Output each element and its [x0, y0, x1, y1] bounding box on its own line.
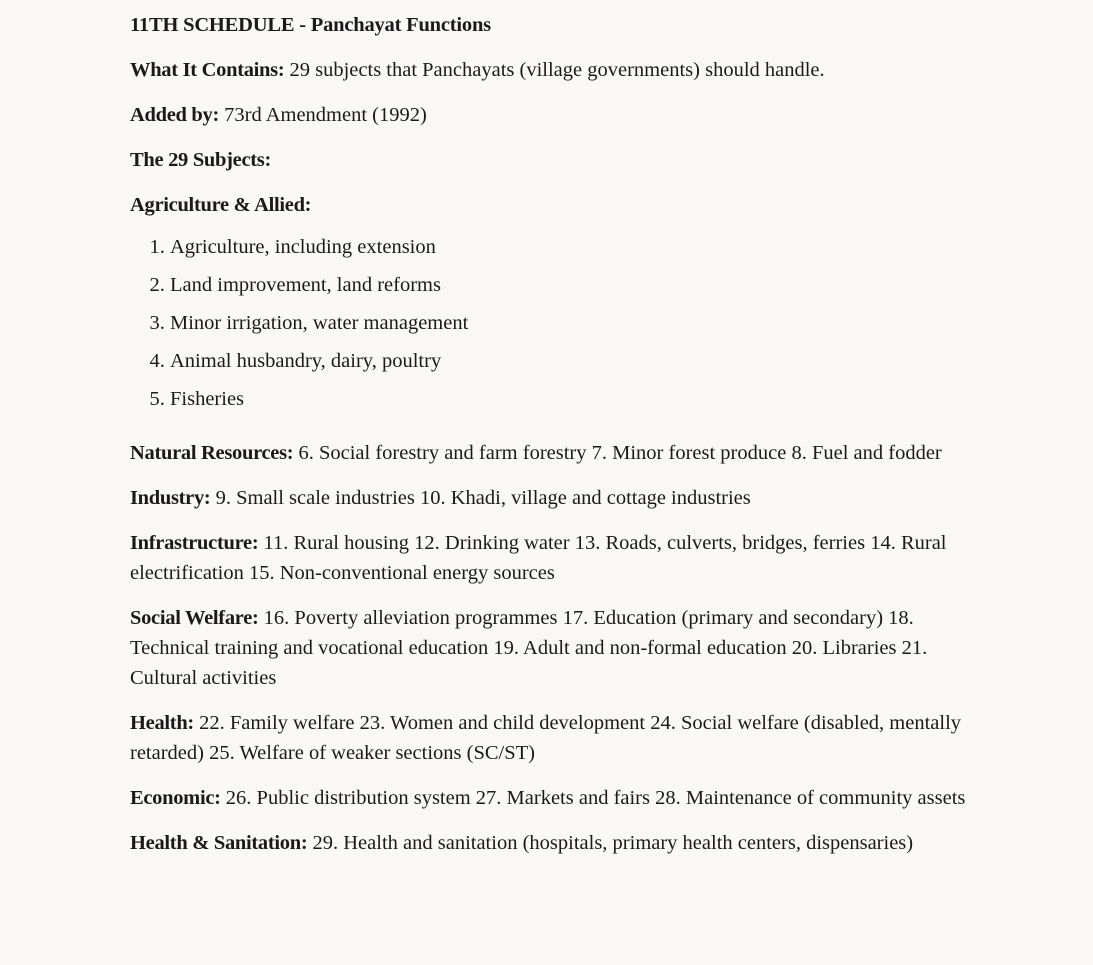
category-label: Social Welfare: — [130, 607, 259, 629]
added-by-paragraph — [130, 100, 980, 130]
category-label: Economic: — [130, 787, 221, 809]
category-text: 11. Rural housing 12. Drinking water 13. Roads, culverts, bridges, ferries 14. Rural electrification 15. Non-conventional energy sources — [130, 532, 947, 584]
list-item: 5. Fisheries — [170, 384, 980, 414]
category-list — [130, 438, 980, 858]
category-text: 29. Health and sanitation (hospitals, primary health centers, dispensaries) — [307, 832, 914, 854]
category-health — [130, 708, 980, 768]
category-economic — [130, 783, 980, 813]
category-text: 6. Social forestry and farm forestry 7. Minor forest produce 8. Fuel and fodder — [293, 442, 942, 464]
category-label: Health & Sanitation: — [130, 832, 308, 854]
category-health-sanitation — [130, 828, 980, 858]
agriculture-heading — [130, 190, 980, 220]
contains-value: 29 subjects that Panchayats (village governments) should handle. — [284, 59, 825, 81]
list-item: 2. Land improvement, land reforms — [170, 270, 980, 300]
category-text: 16. Poverty alleviation programmes 17. Education (primary and secondary) 18. Technical training and vocational education 19. Adult and non-formal education 20. Libraries 21. Cultural activities — [130, 607, 928, 689]
category-social-welfare — [130, 603, 980, 693]
category-natural-resources — [130, 438, 980, 468]
list-item: 4. Animal husbandry, dairy, poultry — [170, 346, 980, 376]
category-label: Infrastructure: — [130, 532, 259, 554]
category-infrastructure — [130, 528, 980, 588]
category-label: Natural Resources: — [130, 442, 294, 464]
added-by-label: Added by: — [130, 104, 220, 126]
subjects-heading-text: The 29 Subjects: — [130, 149, 271, 171]
category-text: 26. Public distribution system 27. Markets and fairs 28. Maintenance of community assets — [220, 787, 966, 809]
subjects-heading — [130, 145, 980, 175]
list-item: 3. Minor irrigation, water management — [170, 308, 980, 338]
category-text: 22. Family welfare 23. Women and child development 24. Social welfare (disabled, mentally retarded) 25. Welfare of weaker sections (SC/ST) — [130, 712, 962, 764]
list-item: 1. Agriculture, including extension — [170, 232, 980, 262]
category-label: Health: — [130, 712, 194, 734]
contains-label: What It Contains: — [130, 59, 285, 81]
category-label: Industry: — [130, 487, 211, 509]
agriculture-heading-text: Agriculture & Allied: — [130, 194, 312, 216]
document-title: 11TH SCHEDULE - Panchayat Functions — [130, 14, 491, 36]
category-industry — [130, 483, 980, 513]
document-body — [130, 10, 980, 873]
agriculture-list — [130, 232, 980, 414]
category-text: 9. Small scale industries 10. Khadi, village and cottage industries — [210, 487, 751, 509]
contains-paragraph — [130, 55, 980, 85]
added-by-value: 73rd Amendment (1992) — [219, 104, 427, 126]
